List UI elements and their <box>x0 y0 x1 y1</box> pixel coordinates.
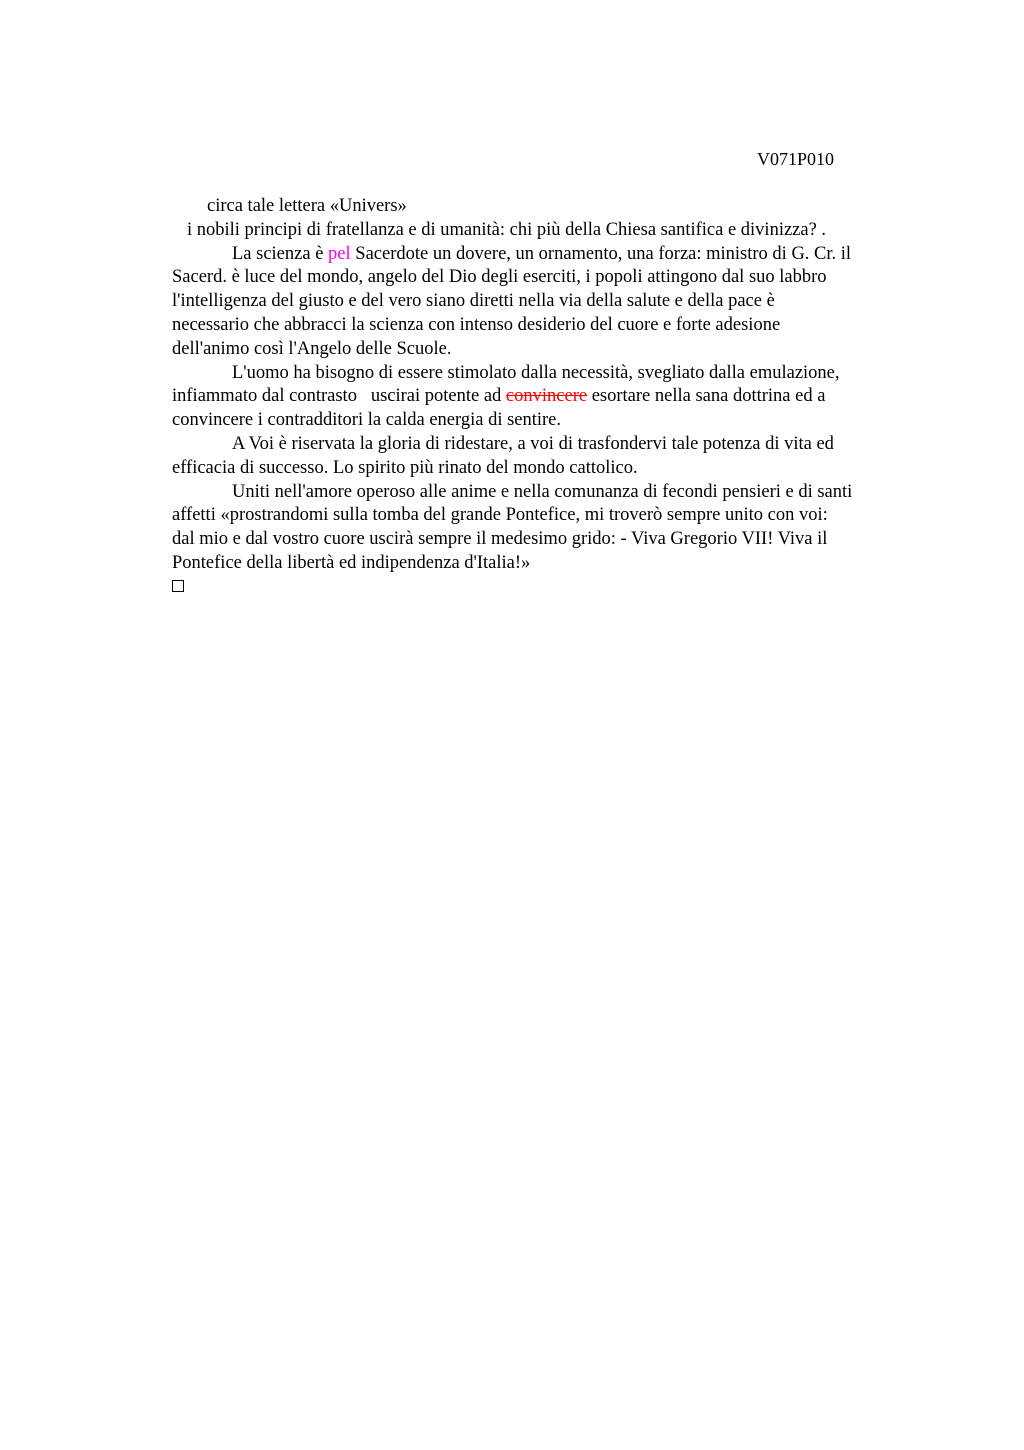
end-marker-box <box>172 580 184 592</box>
paragraph-start <box>172 243 932 267</box>
text-line: circa tale lettera «Univers» <box>207 196 407 216</box>
text-line: necessario che abbracci la scienza con intenso desiderio del cuore e forte adesione <box>172 314 781 335</box>
highlighted-word: pel <box>328 243 351 264</box>
text-line: efficacia di successo. Lo spirito più rinato del mondo cattolico. <box>172 457 638 478</box>
text-line: i nobili principi di fratellanza e di umanità: chi più della Chiesa santifica e divinizza? . <box>187 219 827 240</box>
text-line: l'intelligenza del giusto e del vero siano diretti nella via della salute e della pace è <box>172 291 775 312</box>
text-segment: La scienza è <box>232 243 329 264</box>
paragraph-start: Uniti nell'amore operoso alle anime e nella comunanza di fecondi pensieri e di santi <box>232 481 853 502</box>
text-line: convincere i contradditori la calda energia di sentire. <box>172 410 562 431</box>
text-line: Sacerd. è luce del mondo, angelo del Dio degli eserciti, i popoli attingono dal suo labbro <box>172 267 827 288</box>
text-segment: Sacerdote un dovere, un ornamento, una forza: ministro di G. Cr. il <box>350 243 852 264</box>
text-line: affetti «prostrandomi sulla tomba del grande Pontefice, mi troverò sempre unito con voi: <box>172 505 828 526</box>
text-segment: infiammato dal contrasto uscirai potente ad <box>172 386 506 407</box>
text-segment: esortare nella sana dottrina ed a <box>587 386 826 407</box>
text-line: dell'animo così l'Angelo delle Scuole. <box>172 338 452 359</box>
paragraph-start: A Voi è riservata la gloria di ridestare, a voi di trasfondervi tale potenza di vita ed <box>232 433 834 454</box>
page-identifier: V071P010 <box>757 149 835 169</box>
text-line <box>172 385 932 409</box>
text-line: dal mio e dal vostro cuore uscirà sempre il medesimo grido: - Viva Gregorio VII! Viva il <box>172 529 828 550</box>
document-body <box>172 195 932 600</box>
deleted-word: convincere <box>505 386 588 407</box>
paragraph-start: L'uomo ha bisogno di essere stimolato dalla necessità, svegliato dalla emulazione, <box>232 362 840 383</box>
text-line: Pontefice della libertà ed indipendenza d'Italia!» <box>172 552 531 573</box>
